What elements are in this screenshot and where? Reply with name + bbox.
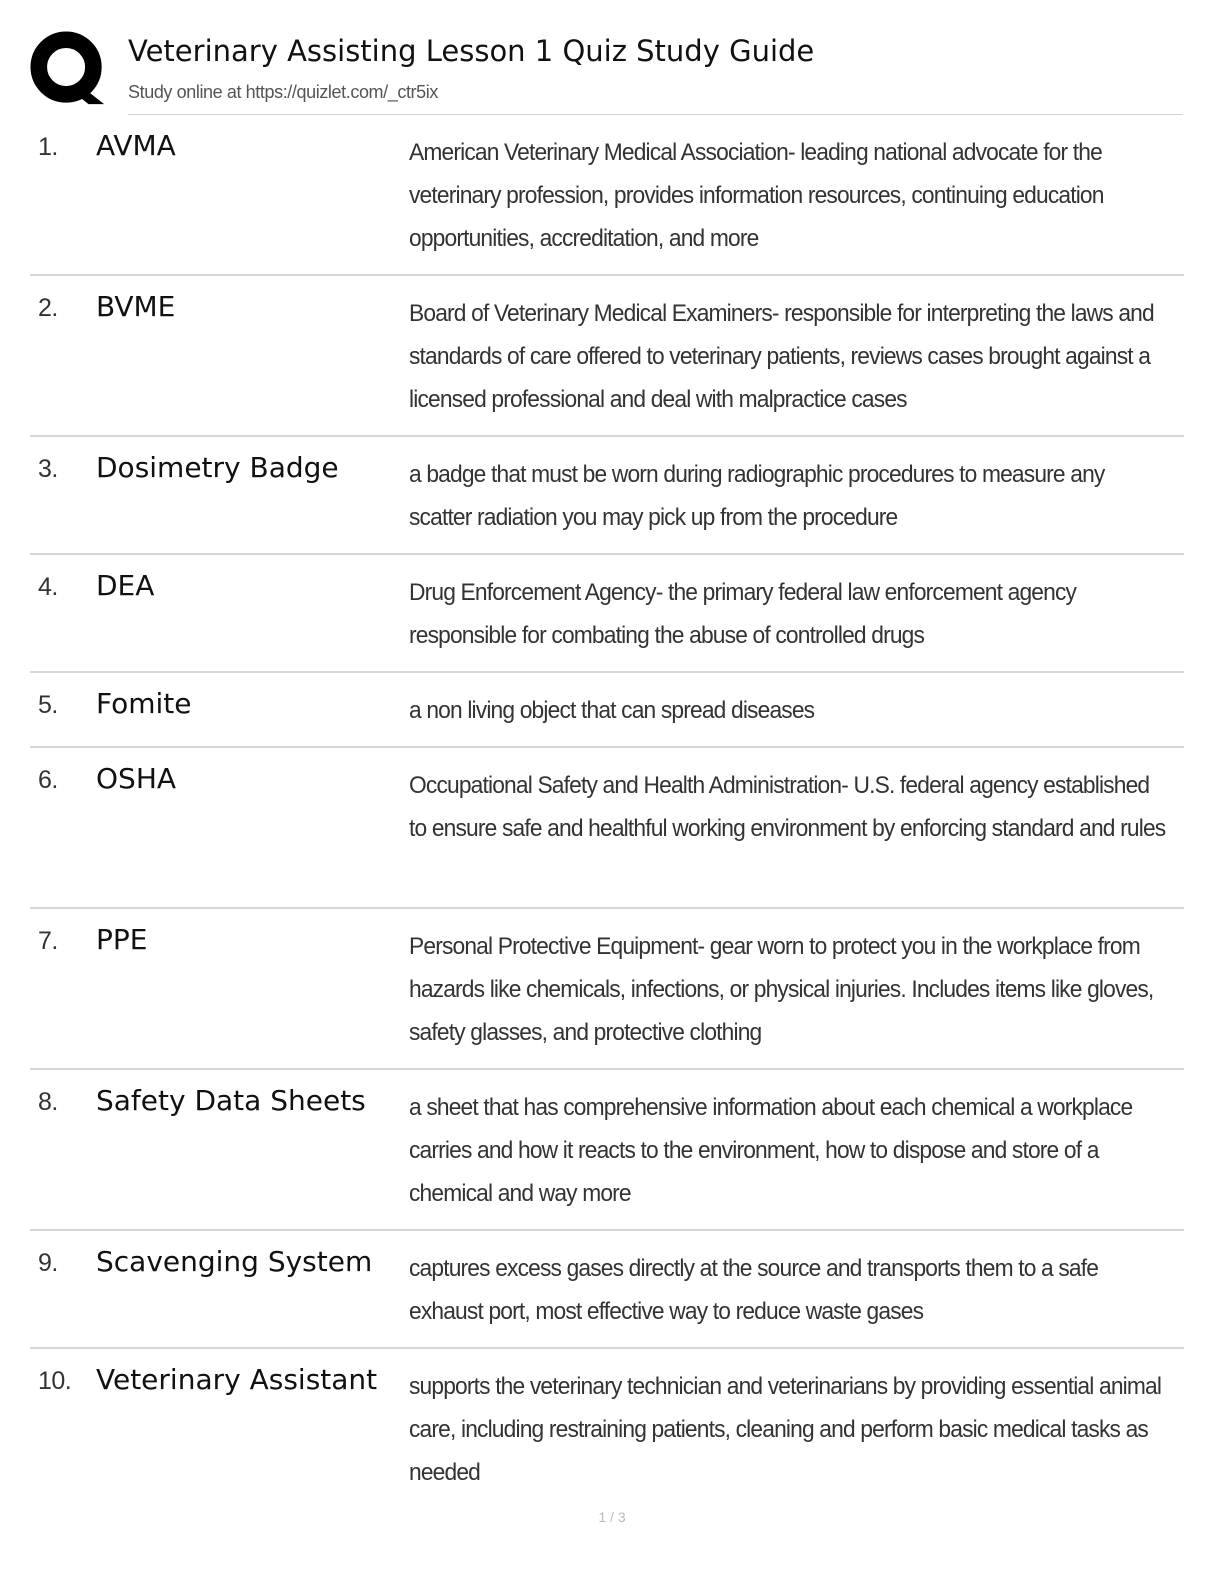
term-name: AVMA bbox=[96, 129, 176, 162]
term-number: 4. bbox=[38, 573, 58, 601]
term-row bbox=[30, 276, 1184, 437]
term-name: Veterinary Assistant bbox=[96, 1363, 378, 1396]
term-row bbox=[30, 673, 1184, 748]
term-name: Safety Data Sheets bbox=[96, 1084, 366, 1117]
term-number: 10. bbox=[38, 1367, 72, 1395]
page-title: Veterinary Assisting Lesson 1 Quiz Study Guide bbox=[128, 34, 815, 68]
study-online-link[interactable]: Study online at https://quizlet.com/_ctr5ix bbox=[128, 82, 438, 102]
term-definition: a sheet that has comprehensive information about each chemical a workplace carries and how it reacts to the environment, how to dispose and store of a chemical and way more bbox=[409, 1094, 1133, 1207]
term-name: PPE bbox=[96, 923, 148, 956]
term-definition: American Veterinary Medical Association- leading national advocate for the veterinary profession, provides information resources, continuing education opportunities, accreditation, and more bbox=[409, 139, 1104, 252]
term-name: Dosimetry Badge bbox=[96, 451, 339, 484]
term-number: 9. bbox=[38, 1249, 58, 1277]
term-number: 5. bbox=[38, 691, 58, 719]
term-row bbox=[30, 115, 1184, 276]
term-row bbox=[30, 437, 1184, 555]
term-definition: captures excess gases directly at the source and transports them to a safe exhaust port, most effective way to reduce waste gases bbox=[409, 1255, 1099, 1325]
term-number: 7. bbox=[38, 927, 58, 955]
term-row bbox=[30, 1070, 1184, 1231]
term-number: 3. bbox=[38, 455, 58, 483]
term-definition: Drug Enforcement Agency- the primary federal law enforcement agency responsible for combating the abuse of controlled drugs bbox=[409, 579, 1077, 649]
term-name: BVME bbox=[96, 290, 176, 323]
quizlet-q-logo-icon bbox=[30, 30, 108, 108]
term-definition: Board of Veterinary Medical Examiners- responsible for interpreting the laws and standards of care offered to veterinary patients, reviews cases brought against a licensed professional and deal with malpractice cases bbox=[409, 300, 1154, 413]
term-definition: Occupational Safety and Health Administration- U.S. federal agency established to ensure safe and healthful working environment by enforcing standard and rules bbox=[409, 772, 1166, 842]
term-number: 6. bbox=[38, 766, 58, 794]
term-definition: a non living object that can spread diseases bbox=[409, 697, 815, 724]
term-row bbox=[30, 1231, 1184, 1349]
term-number: 8. bbox=[38, 1088, 58, 1116]
term-row bbox=[30, 1349, 1184, 1510]
term-name: Scavenging System bbox=[96, 1245, 373, 1278]
term-definition: Personal Protective Equipment- gear worn to protect you in the workplace from hazards like chemicals, infections, or physical injuries. Includes items like gloves, safety glasses, and protective clothing bbox=[409, 933, 1154, 1046]
term-definition: supports the veterinary technician and veterinarians by providing essential animal care, including restraining patients, cleaning and perform basic medical tasks as needed bbox=[409, 1373, 1162, 1486]
term-number: 1. bbox=[38, 133, 58, 161]
page-header bbox=[30, 28, 1184, 114]
page-indicator: 1 / 3 bbox=[598, 1509, 626, 1525]
term-name: Fomite bbox=[96, 687, 192, 720]
term-name: OSHA bbox=[96, 762, 177, 795]
term-definition: a badge that must be worn during radiographic procedures to measure any scatter radiation you may pick up from the procedure bbox=[409, 461, 1105, 531]
term-name: DEA bbox=[96, 569, 155, 602]
term-number: 2. bbox=[38, 294, 58, 322]
term-list bbox=[30, 115, 1184, 1510]
term-row bbox=[30, 555, 1184, 673]
term-row bbox=[30, 748, 1184, 909]
term-row bbox=[30, 909, 1184, 1070]
